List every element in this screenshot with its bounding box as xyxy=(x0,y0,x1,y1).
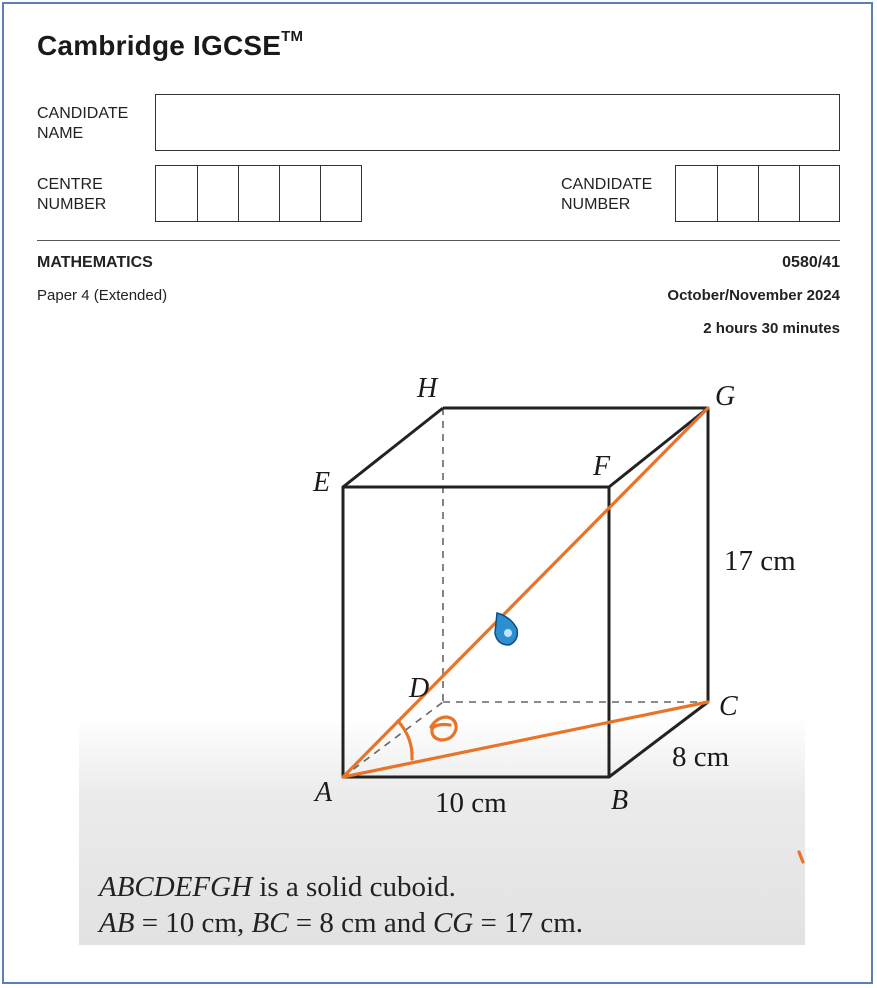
centre-number-label-line1: CENTRE xyxy=(37,176,103,193)
cuboid-diagram-panel xyxy=(79,345,805,945)
vertex-label-h: H xyxy=(417,373,438,404)
vertex-label-f: F xyxy=(593,451,611,482)
front-face xyxy=(343,487,609,777)
vertex-label-c: C xyxy=(719,691,738,722)
candidate-name-field[interactable] xyxy=(155,94,840,151)
centre-number-cell-divider xyxy=(238,166,239,221)
candidate-number-label-line2: NUMBER xyxy=(561,196,631,213)
caption-bc-value: = 8 cm and xyxy=(288,907,433,939)
paper-code: 0580/41 xyxy=(782,254,840,271)
title-text: Cambridge IGCSE xyxy=(37,30,282,61)
cuboid-diagram xyxy=(79,345,805,945)
centre-number-cell-divider xyxy=(320,166,321,221)
pen-cursor-icon xyxy=(495,613,517,645)
theta-mark xyxy=(431,717,456,740)
candidate-name-label xyxy=(37,104,128,144)
caption-ab: AB xyxy=(99,907,135,939)
centre-number-cell-divider xyxy=(197,166,198,221)
subject-label: MATHEMATICS xyxy=(37,254,153,271)
diagonal-ac xyxy=(343,702,708,777)
edge-fg xyxy=(609,408,708,487)
caption-line1-text: is a solid cuboid. xyxy=(252,871,456,903)
candidate-number-field[interactable] xyxy=(675,165,840,222)
exam-duration: 2 hours 30 minutes xyxy=(703,320,840,337)
candidate-number-cell-divider xyxy=(758,166,759,221)
candidate-number-cell-divider xyxy=(799,166,800,221)
dimension-cg: 17 cm xyxy=(724,545,796,577)
vertex-label-b: B xyxy=(611,785,629,816)
candidate-name-label-line2: NAME xyxy=(37,125,84,142)
candidate-number-cell-divider xyxy=(717,166,718,221)
dimension-bc: 8 cm xyxy=(672,741,730,773)
centre-number-label-line2: NUMBER xyxy=(37,196,107,213)
trademark-mark: TM xyxy=(281,27,304,45)
dimension-ab: 10 cm xyxy=(435,787,507,819)
vertex-label-d: D xyxy=(409,673,430,704)
caption-line-2 xyxy=(99,907,583,940)
candidate-number-label-line1: CANDIDATE xyxy=(561,176,653,193)
candidate-name-label-line1: CANDIDATE xyxy=(37,105,129,122)
edge-eh xyxy=(343,408,443,487)
centre-number-cell-divider xyxy=(279,166,280,221)
vertex-label-a: A xyxy=(315,777,333,808)
vertex-label-e: E xyxy=(313,467,331,498)
caption-cg: CG xyxy=(432,907,474,939)
vertex-label-g: G xyxy=(715,381,736,412)
caption-bc: BC xyxy=(251,907,289,939)
exam-session: October/November 2024 xyxy=(667,287,840,304)
caption-cg-value: = 17 cm. xyxy=(473,907,584,939)
stray-mark xyxy=(799,852,803,862)
paper-name: Paper 4 (Extended) xyxy=(37,287,168,304)
caption-line-1 xyxy=(99,871,456,904)
page-title xyxy=(37,27,304,62)
caption-ab-value: = 10 cm, xyxy=(134,907,252,939)
caption-cuboid-name: ABCDEFGH xyxy=(99,871,253,903)
centre-number-field[interactable] xyxy=(155,165,362,222)
centre-number-label xyxy=(37,175,106,215)
header-divider xyxy=(37,240,840,241)
candidate-number-label xyxy=(561,175,652,215)
orange-annotations xyxy=(343,408,803,862)
